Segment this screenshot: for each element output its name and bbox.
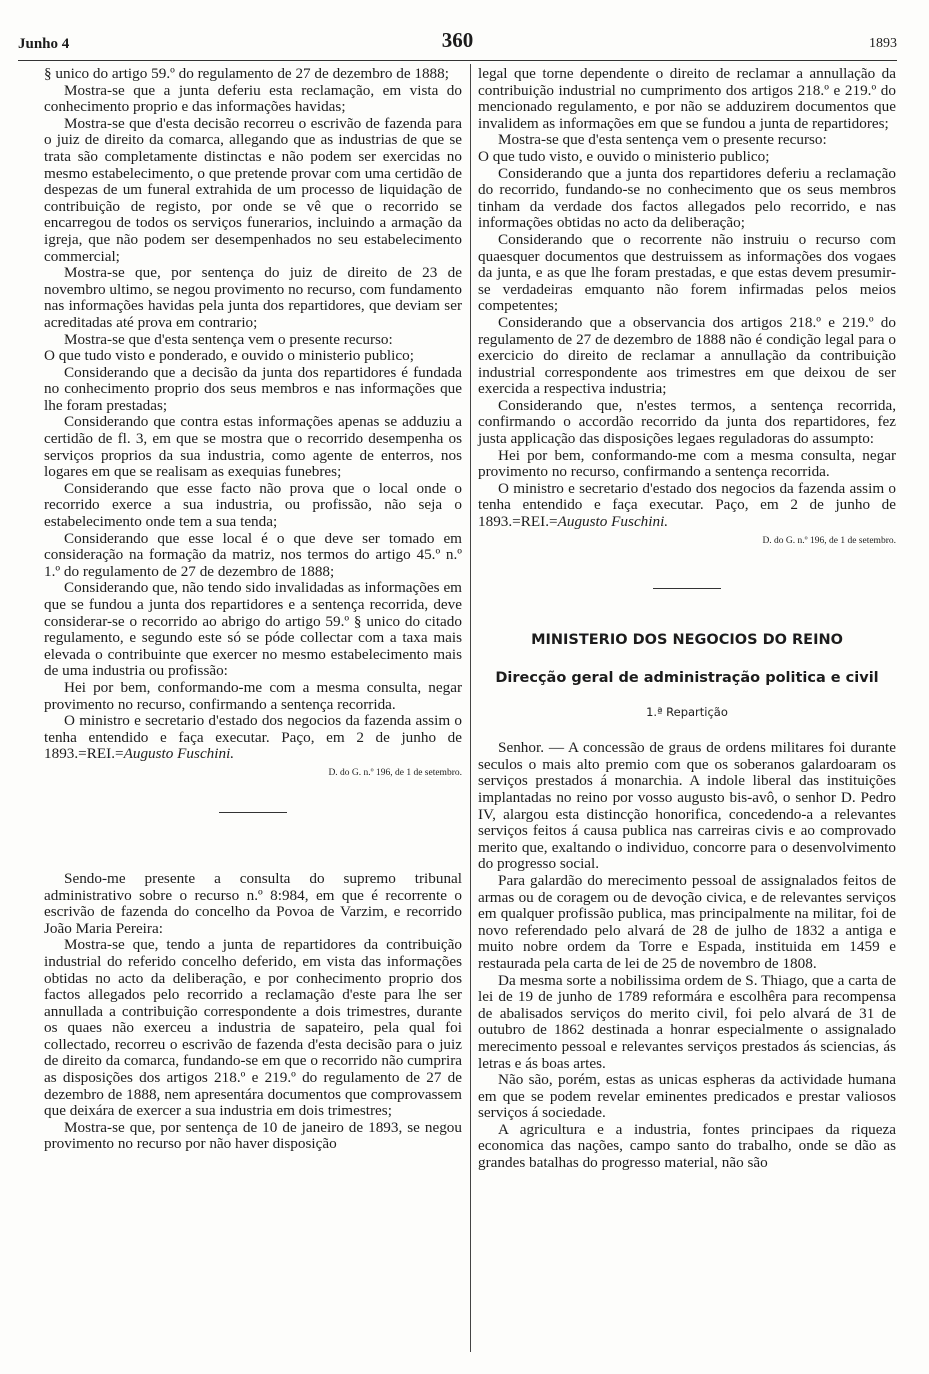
column-divider [470,64,471,1352]
paragraph: Hei por bem, conformando-me com a mesma consulta, negar provimento no recurso, confirmando a sentença recorrida. [478,446,896,481]
paragraph: Considerando que a observancia dos artigos 218.º e 219.º do regulamento de 27 de dezembro de 1888 não é condição legal para o exercicio do direito de reclamar a annullação da contribuição industrial correspondente aos trimestres em que deixou de ser exercida a respectiva industria; [478,313,896,398]
paragraph: Senhor. — A concessão de graus de ordens militares foi durante seculos o mais alto premio com que os soberanos galardoaram os serviços prestados á monarchia. A indole liberal das instituições implantadas no reino por vosso augusto bis-avô, o senhor D. Pedro IV, alargou esta distincção honorifica, concedendo-a a relevantes serviços feitos á causa publica nas carreiras civis e ao comprovado merito que, exaltando o individuo, concorre para o desenvolvimento do progresso social. [478,739,896,873]
paragraph: Considerando que contra estas informações apenas se adduziu a certidão de fl. 3, em que se mostra que o recorrido desempenha os serviços proprios da sua industria, como agente de enterros, nos logares em que se realisam as exequias funebres; [44,413,462,481]
paragraph: Hei por bem, conformando-me com a mesma consulta, negar provimento no recurso, confirmando a sentença recorrida. [44,678,462,713]
paragraph: § unico do artigo 59.º do regulamento de 27 de dezembro de 1888; [44,65,449,82]
paragraph: O que tudo visto, e ouvido o ministerio publico; [478,147,770,165]
paragraph: Mostra-se que, tendo a junta de repartidores da contribuição industrial do referido concelho deferido, em vista das informações obtidas no acto da deliberação, e por conhecimento proprio dos factos allegados pelo recorrido a reclamação d'este para lhe ser annullada a contribuição correspondente a dois trimestres, durante os quaes não exerceu a industria de sapateiro, pela qual foi collectado, recorreu o escrivão de fazenda d'esta decisão para o juiz de direito da comarca, fundando-se em que o recorrido não cumprira as disposições dos artigos 218.º e 219.º do regulamento de 27 de dezembro de 1888, nem apresentára documentos que comprovassem que deixára de exercer a sua industria em dois trimestres; [44,936,462,1120]
paragraph: Mostra-se que d'esta sentença vem o presente recurso: [498,131,827,149]
page-header [18,28,897,58]
paragraph: Para galardão do merecimento pessoal de assignalados feitos de armas ou de coragem ou de devoção civica, e de relevantes serviços em qualquer profissão publica, mas principalmente na militar, foi de novo referendado pelo alvará de 28 de julho de 1832 a antiga e muito nobre ordem da Torre e Espada, instituida em 1459 e restaurada pela carta de lei de 25 de novembro de 1808. [478,871,896,972]
paragraph: Da mesma sorte a nobilissima ordem de S. Thiago, que a carta de lei de 19 de junho de 1789 reformára e escolhêra para recompensa de abalisados serviços do merito civil, foi pelo alvará de 31 de outubro de 1862 destinada a honrar especialmente o assignalado merecimento pessoal e relevantes serviços prestados ás sciencias, ás letras e ás boas artes. [478,971,896,1072]
source-citation: D. do G. n.º 196, de 1 de setembro. [762,535,896,546]
paragraph: Considerando que a junta dos repartidores deferiu a reclamação do recorrido, fundando-se no conhecimento que os seus membros tinham da verdade dos factos allegados pelo recorrido, e nas informações obtidas no acto da deliberação; [478,164,896,232]
paragraph: Considerando que, não tendo sido invalidadas as informações em que se fundou a junta dos repartidores e a sentença recorrida, deve considerar-se o recorrido ao abrigo do artigo 59.º § unico do citado regulamento, e segundo este só se póde collectar com a taxa mais elevada o contribuinte que exercer no mesmo estabelecimento mais de uma industria ou profissão: [44,579,462,680]
header-rule [18,60,897,61]
closing-paragraph [478,481,896,531]
signatory: Augusto Fuschini. [557,513,669,531]
separator-rule [653,588,721,589]
paragraph: O que tudo visto e ponderado, e ouvido o ministerio publico; [44,347,414,365]
paragraph: A agricultura e a industria, fontes principaes da riqueza economica das nações, campo santo do trabalho, onde se dão as grandes batalhas do progresso material, não são [478,1120,896,1172]
header-year: 1893 [869,36,897,51]
paragraph: Considerando que esse local é o que deve ser tomado em consideração na formação da matriz, nos termos do artigo 45.º n.º 1.º do regulamento de 27 de dezembro de 1888; [44,529,462,580]
paragraph: Considerando que esse facto não prova que o local onde o recorrido exerce a sua industria, ou profissão, não seja o estabelecimento onde tem a sua tenda; [44,479,462,531]
paragraph: Sendo-me presente a consulta do supremo tribunal administrativo sobre o recurso n.º 8:984, em que é recorrente o escrivão de fazenda do concelho da Povoa de Varzim, e recorrido João Maria Pereira: [44,869,462,937]
separator-rule [219,812,287,813]
paragraph: Considerando que o recorrente não instruiu o recurso com quaesquer documentos que destruissem as informações dos vogaes da junta, e as que lhe foram prestadas, e que estas devem presumir-se verdadeiras emquanto não forem infirmadas pelos meios competentes; [478,230,896,315]
direction-heading: Direcção geral de administração politica e civil [495,669,879,686]
paragraph: Mostra-se que, por sentença de 10 de janeiro de 1893, se negou provimento no recurso por não haver disposição [44,1118,462,1153]
left-column [44,66,462,1153]
source-citation: D. do G. n.º 196, de 1 de setembro. [328,767,462,778]
section-heading: 1.ª Repartição [646,704,728,719]
header-date: Junho 4 [18,36,70,52]
ministry-heading: MINISTERIO DOS NEGOCIOS DO REINO [531,631,843,648]
paragraph: Mostra-se que d'esta decisão recorreu o escrivão de fazenda para o juiz de direito da comarca, allegando que as industrias de que se trata são completamente distinctas e não podem ser exercidas no mesmo estabelecimento, o que pretende provar com uma certidão de despezas de um funeral extrahida de um processo de liquidação de contribuição de registo, por onde se vê que o recorrido se encarregou de todos os serviços funerarios, incluindo a armação da igreja, que não podem ser desempenhados no seu estabelecimento commercial; [44,114,462,265]
paragraph: Não são, porém, estas as unicas espheras da actividade humana em que se podem revelar eminentes predicados e prestar valiosos serviços á sociedade. [478,1071,896,1122]
page-number: 360 [441,28,474,52]
paragraph: legal que torne dependente o direito de reclamar a annullação da contribuição industrial no cumprimento dos artigos 218.º e 219.º do mencionado regulamento, e por não se adduzirem documentos que invalidem as informações em que se fundou a junta de repartidores; [478,65,896,132]
paragraph: Mostra-se que, por sentença do juiz de direito de 23 de novembro ultimo, se negou provimento no recurso, com fundamento nas informações havidas pela junta dos repartidores, que deviam ser acreditadas até prova em contrario; [44,264,462,331]
closing-text: O ministro e secretario d'estado dos negocios da fazenda assim o tenha entendido e faça executar. Paço, em 2 de junho de 1893.=REI.= [478,479,896,531]
right-column [478,66,896,1172]
closing-paragraph [44,713,462,763]
closing-text: O ministro e secretario d'estado dos negocios da fazenda assim o tenha entendido e faça executar. Paço, em 2 de junho de 1893.=REI.= [44,712,462,763]
paragraph: Mostra-se que a junta deferiu esta reclamação, em vista do conhecimento proprio e das informações havidas; [44,81,462,116]
signatory: Augusto Fuschini. [123,745,235,763]
paragraph: Considerando que, n'estes termos, a sentença recorrida, confirmando o accordão recorrido da junta dos repartidores, fez justa applicação das disposições legaes reguladoras do assumpto: [478,396,896,448]
paragraph: Mostra-se que d'esta sentença vem o presente recurso: [64,330,393,348]
paragraph: Considerando que a decisão da junta dos repartidores é fundada no conhecimento proprio dos seus membros e nas informações que lhe foram prestadas; [44,363,462,414]
